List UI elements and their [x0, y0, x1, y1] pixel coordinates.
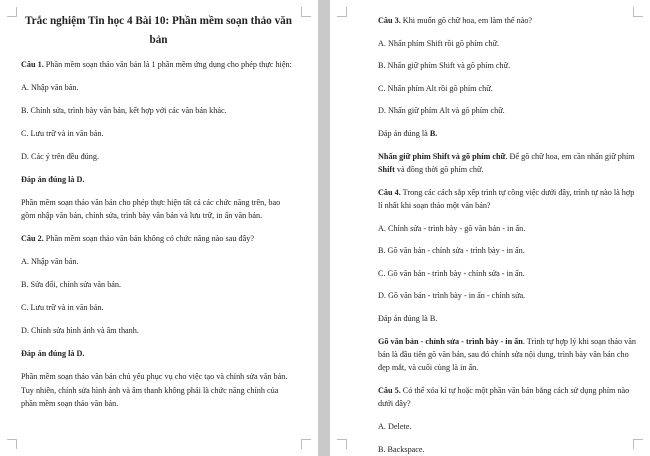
question-1: [21, 58, 296, 71]
option-a: A. Chỉnh sửa - trình bày - gõ văn bản - in ấn.: [378, 223, 526, 233]
option-d: D. Các ý trên đều đúng.: [21, 152, 99, 161]
question-label: Câu 3.: [378, 16, 401, 25]
answer: Đáp án đúng là D.: [21, 349, 85, 359]
question-5: [378, 384, 638, 411]
option-d: D. Chỉnh sửa hình ảnh và âm thanh.: [21, 326, 139, 336]
document-page-right: [330, 0, 650, 456]
crop-mark: [633, 7, 643, 17]
explanation: Phần mềm soạn thảo văn bản chủ yếu phục vụ cho việc tạo và chỉnh sửa văn bản. Tuy nhiên, chỉnh sửa hình ảnh và âm thanh không phải là chức năng chính của phần mềm soạn thảo văn bản.: [21, 372, 288, 409]
option-c: C. Gõ văn bản - trình bày - chỉnh sửa - in ấn.: [378, 268, 525, 278]
question-2: [21, 232, 296, 245]
explanation: [378, 335, 638, 375]
option-b: B. Nhấn giữ phím Shift và gõ phím chữ.: [378, 61, 511, 71]
answer: [378, 127, 638, 140]
crop-mark: [7, 7, 17, 17]
explanation-bold: Nhấn giữ phím Shift và gõ phím chữ: [378, 151, 506, 161]
option-d: D. Nhấn giữ phím Alt và gõ phím chữ.: [378, 106, 505, 116]
explanation: Phần mềm soạn thảo văn bản cho phép thực hiện tất cả các chức năng trên, bao gồm nhập văn bản, chỉnh sửa, trình bày văn bản và lưu trữ, in ấn văn bản.: [21, 198, 281, 221]
answer: Đáp án đúng là D.: [21, 175, 85, 184]
option-b: B. Sửa đổi, chỉnh sửa văn bản.: [21, 280, 122, 290]
option-d: D. Gõ văn bản - trình bày - in ấn - chỉnh sửa.: [378, 291, 526, 301]
document-title: Trắc nghiệm Tin học 4 Bài 10: Phần mềm soạn thảo văn bản: [25, 15, 292, 46]
question-text: Phần mềm soạn thảo văn bản là 1 phần mềm ứng dụng cho phép thực hiện:: [43, 60, 292, 69]
question-4: [378, 186, 638, 213]
explanation: [378, 150, 638, 177]
option-b: B. Gõ văn bản - chỉnh sửa - trình bày - in ấn.: [378, 246, 525, 256]
question-label: Câu 5.: [378, 385, 401, 395]
explanation-text: và đồng thời gõ phím chữ.: [394, 164, 484, 174]
document-page-left: [0, 0, 318, 456]
option-a: A. Nhấn phím Shift rồi gõ phím chữ.: [378, 38, 500, 48]
crop-mark: [337, 439, 347, 449]
question-text: Trong các cách sắp xếp trình tự công việc dưới đây, trình tự nào là hợp lí nhất khi soạn thảo một văn bản?: [378, 187, 635, 210]
option-c: C. Nhấn phím Alt rồi gõ phím chữ.: [378, 83, 493, 93]
question-text: Khi muốn gõ chữ hoa, em làm thế nào?: [400, 16, 533, 25]
option-a: A. Nhập văn bản.: [21, 83, 79, 92]
question-text: Có thể xóa kí tự hoặc một phần văn bản bằng cách sử dụng phím nào dưới đây?: [378, 385, 630, 409]
crop-mark: [633, 439, 643, 449]
question-text: Phần mềm soạn thảo văn bản không có chức năng nào sau đây?: [43, 234, 254, 244]
explanation-text: . Trình tự hợp lý khi soạn thảo văn bản là đầu tiên gõ văn bản, sau đó chỉnh sửa nội dung, trình bày văn bản cho đẹp mắt, và cuối cùng là in ấn.: [378, 336, 636, 373]
answer-letter: B.: [429, 128, 438, 138]
answer: Đáp án đúng là B.: [378, 313, 438, 323]
question-3: [378, 14, 638, 27]
question-label: Câu 2.: [21, 234, 44, 244]
option-b: B. Backspace.: [378, 444, 425, 454]
explanation-bold: Gõ văn bản - chỉnh sửa - trình bày - in ấn: [378, 336, 523, 346]
option-b: B. Chỉnh sửa, trình bày văn bản, kết hợp với các văn bản khác.: [21, 106, 227, 115]
option-c: C. Lưu trữ và in văn bản.: [21, 303, 104, 313]
option-c: C. Lưu trữ và in văn bản.: [21, 129, 104, 138]
answer-prefix: Đáp án đúng là: [378, 128, 430, 138]
explanation-text: . Để gõ chữ hoa, em cần nhấn giữ phím: [505, 151, 635, 161]
crop-mark: [301, 7, 311, 17]
question-label: Câu 4.: [378, 187, 401, 197]
option-a: A. Delete.: [378, 421, 412, 431]
explanation-key: Shift: [378, 164, 395, 174]
crop-mark: [7, 439, 17, 449]
option-a: A. Nhập văn bản.: [21, 257, 79, 267]
question-label: Câu 1.: [21, 60, 44, 69]
crop-mark: [301, 439, 311, 449]
crop-mark: [337, 7, 347, 17]
